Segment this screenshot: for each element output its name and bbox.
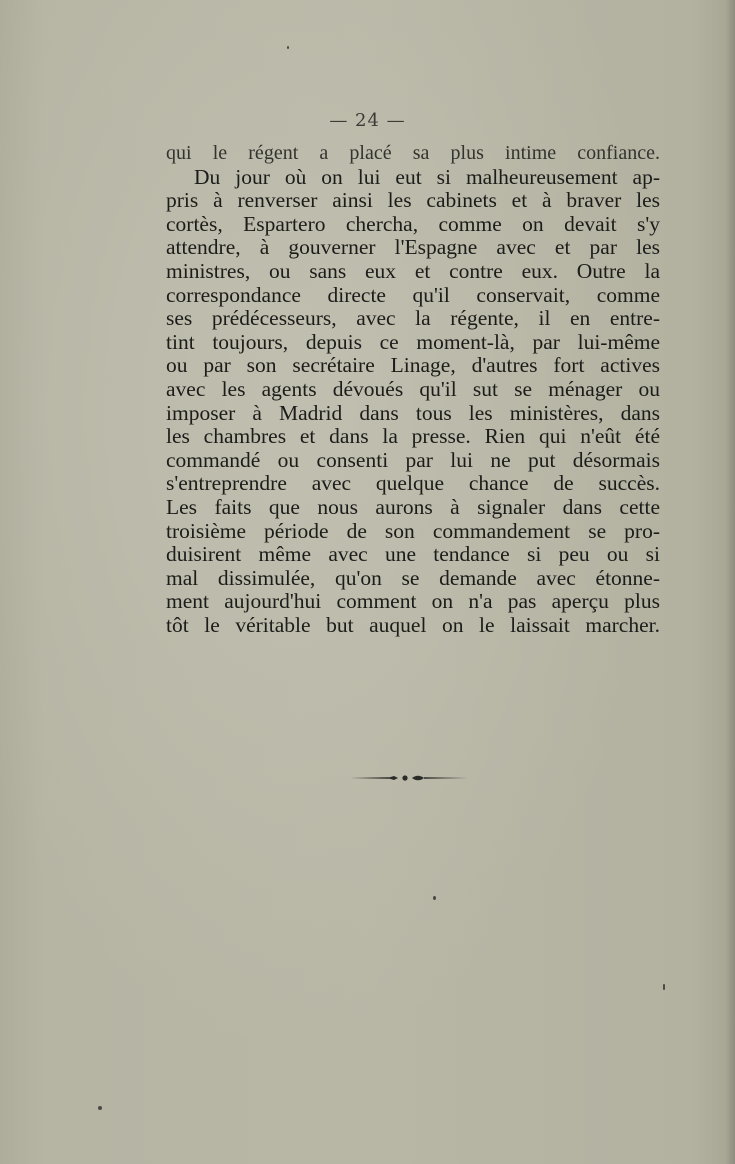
text-line: commandé ou consenti par lui ne put désormais [166, 447, 660, 472]
text-line: qui le régent a placé sa plus intime confiance. [166, 142, 660, 164]
text-line: cortès, Espartero chercha, comme on devait s'y [166, 211, 660, 236]
paper-speck [98, 1106, 102, 1110]
text-line: troisième période de son commandement se pro- [166, 518, 660, 543]
text-line: mal dissimulée, qu'on se demande avec étonne- [166, 565, 660, 590]
ornament-divider-icon [350, 772, 468, 784]
text-line: Les faits que nous aurons à signaler dans cette [166, 494, 660, 519]
paragraph-start-line: Du jour où on lui eut si malheureusement ap- [194, 164, 660, 189]
paper-speck [287, 46, 289, 49]
page-number: — 24 — [329, 110, 406, 131]
text-line: s'entreprendre avec quelque chance de succès. [166, 471, 660, 496]
text-line: correspondance directe qu'il conservait, comme [166, 282, 660, 307]
text-line: tint toujours, depuis ce moment-là, par lui-même [166, 329, 660, 354]
body-text [166, 142, 660, 637]
text-line: ministres, ou sans eux et contre eux. Outre la [166, 258, 660, 283]
text-line: imposer à Madrid dans tous les ministères, dans [166, 400, 660, 425]
page-edge-shadow [725, 0, 735, 1164]
text-line: pris à renverser ainsi les cabinets et à braver les [166, 188, 660, 213]
text-line: attendre, à gouverner l'Espagne avec et par les [166, 235, 660, 260]
text-line: ses prédécesseurs, avec la régente, il en entre- [166, 306, 660, 331]
text-line: avec les agents dévoués qu'il sut se ménager ou [166, 376, 660, 401]
text-line: les chambres et dans la presse. Rien qui n'eût été [166, 424, 660, 449]
paper-speck [433, 896, 436, 900]
text-line: ment aujourd'hui comment on n'a pas aperçu plus [166, 589, 660, 614]
text-line: tôt le véritable but auquel on le laissait marcher. [166, 612, 660, 637]
text-line: ou par son secrétaire Linage, d'autres fort actives [166, 353, 660, 378]
text-line: duisirent même avec une tendance si peu ou si [166, 542, 660, 567]
paper-speck [663, 984, 665, 990]
